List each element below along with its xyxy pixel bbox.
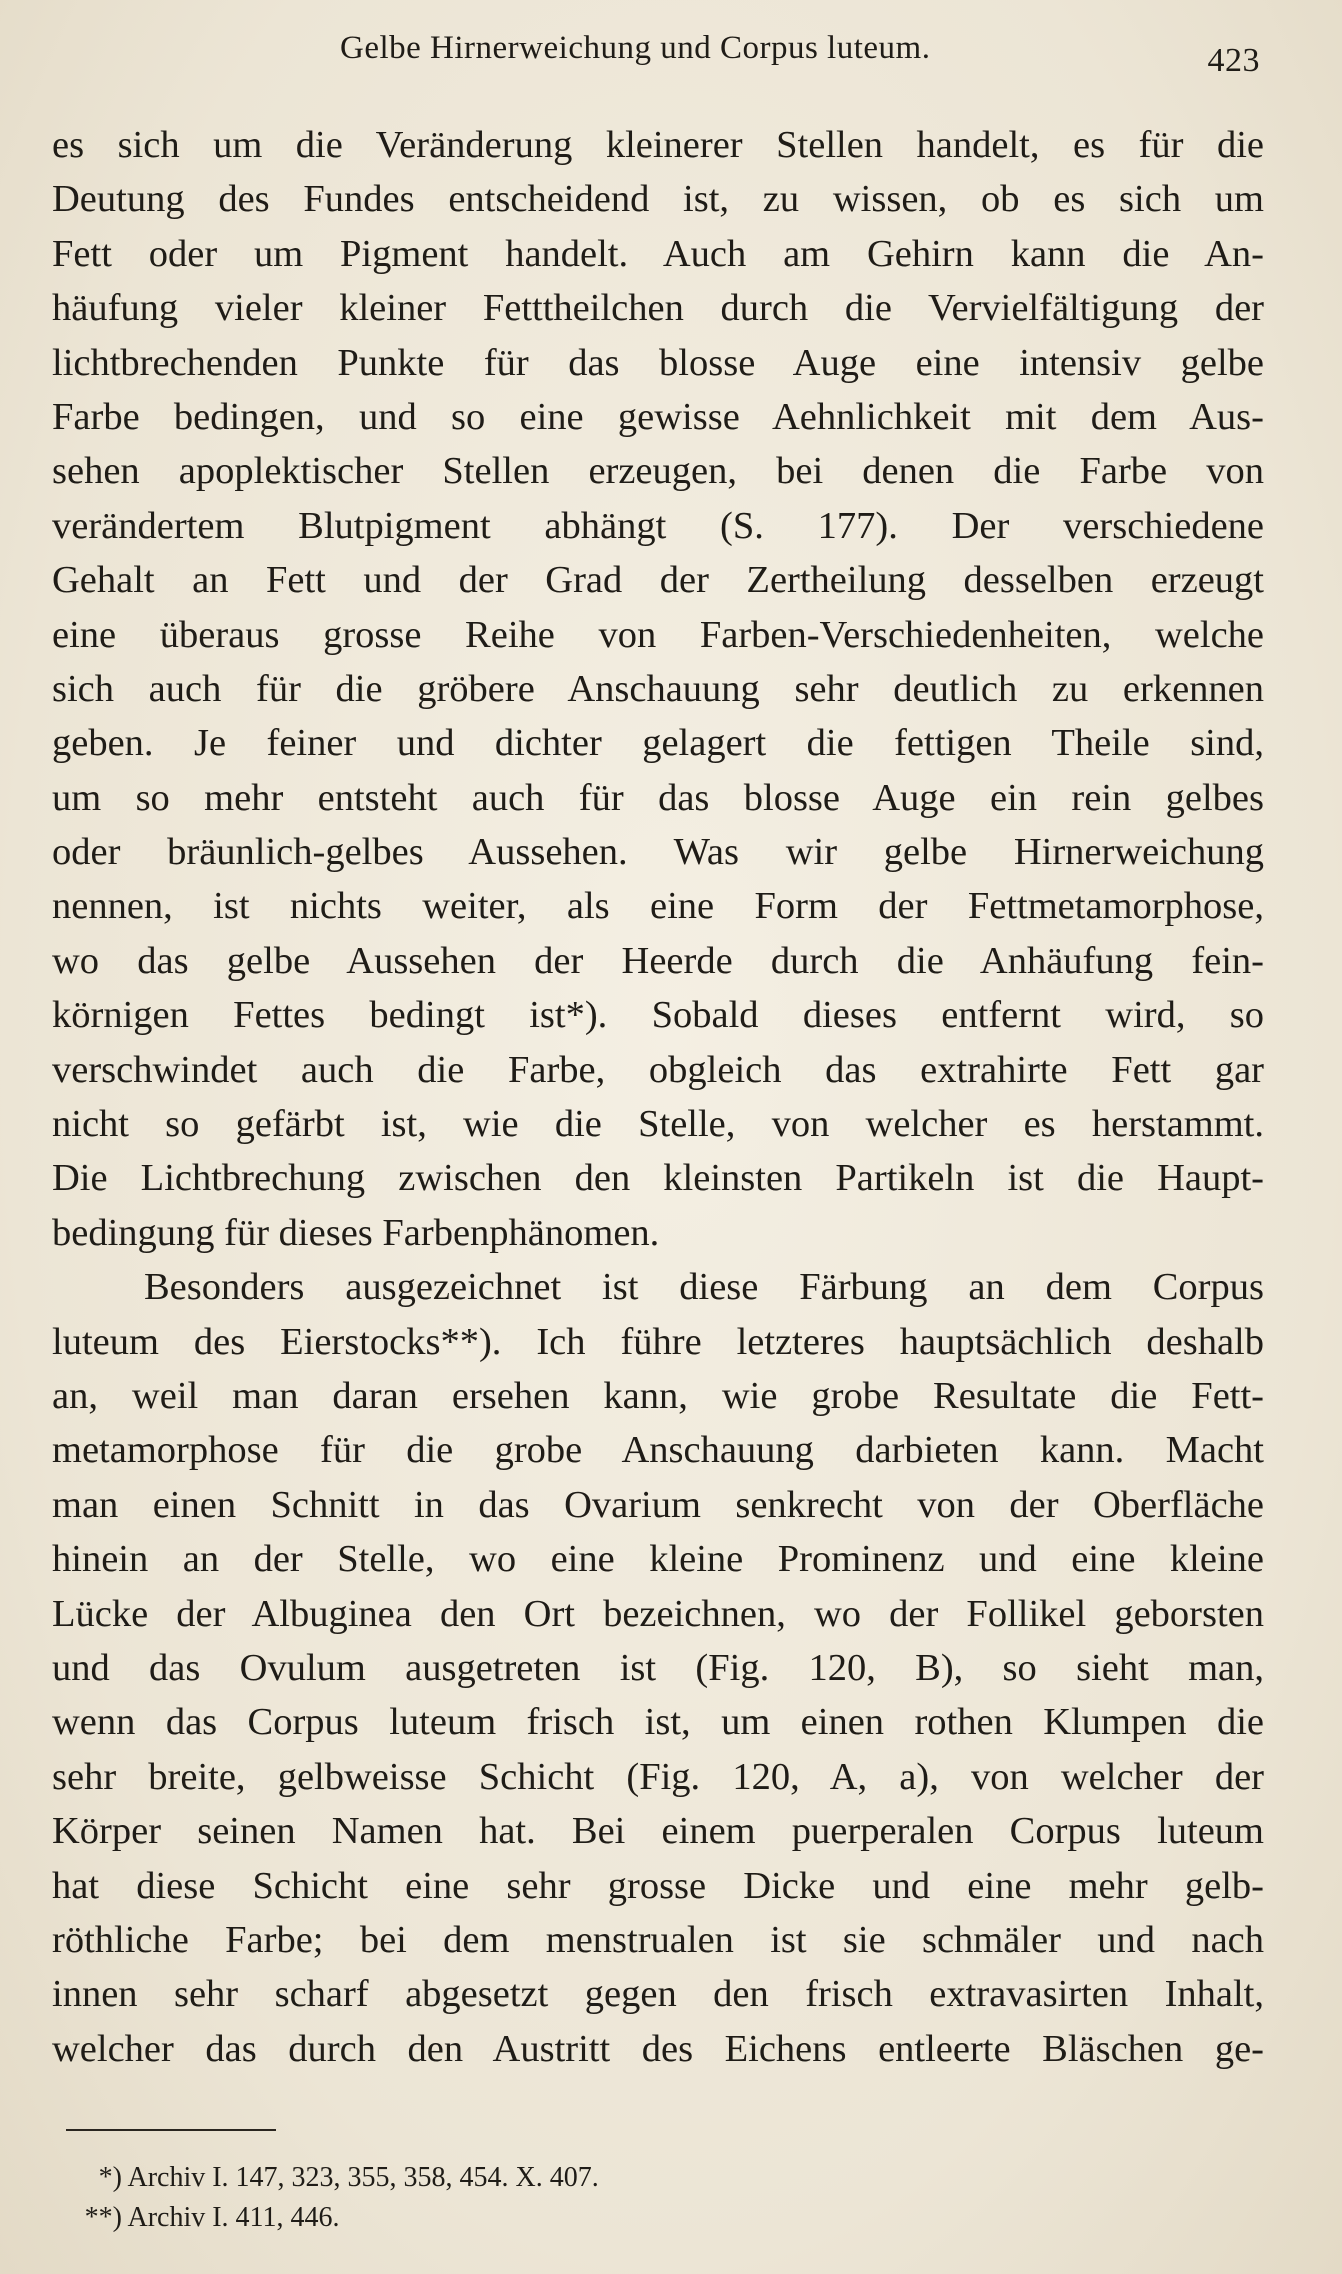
- text-line: Farbe bedingen, und so eine gewisse Aehnlichkeit mit dem Aus-: [52, 395, 1264, 438]
- footnotes: [84, 2158, 1122, 2238]
- text-line: sich auch für die gröbere Anschauung sehr deutlich zu erkennen: [52, 667, 1264, 710]
- text-line: luteum des Eierstocks**). Ich führe letzteres hauptsächlich deshalb: [52, 1320, 1264, 1363]
- text-line: oder bräunlich-gelbes Aussehen. Was wir gelbe Hirnerweichung: [52, 831, 1264, 874]
- text-line: metamorphose für die grobe Anschauung darbieten kann. Macht: [52, 1429, 1264, 1472]
- text-line: es sich um die Veränderung kleinerer Stellen handelt, es für die: [52, 124, 1264, 166]
- text-line: man einen Schnitt in das Ovarium senkrecht von der Oberfläche: [52, 1483, 1264, 1526]
- body-text: [52, 118, 1264, 2076]
- footnote-divider: [66, 2129, 276, 2131]
- footnote-text: Archiv I. 147, 323, 355, 358, 454. X. 407.: [127, 2162, 599, 2193]
- paragraph-1: [52, 118, 1264, 1260]
- text-line: und das Ovulum ausgetreten ist (Fig. 120, B), so sieht man,: [52, 1646, 1264, 1689]
- text-line: geben. Je feiner und dichter gelagert die fettigen Theile sind,: [52, 722, 1264, 765]
- text-line: Besonders ausgezeichnet ist diese Färbung an dem Corpus: [144, 1266, 1264, 1309]
- text-line: lichtbrechenden Punkte für das blosse Auge eine intensiv gelbe: [52, 341, 1264, 384]
- text-line: nicht so gefärbt ist, wie die Stelle, von welcher es herstammt.: [52, 1103, 1264, 1146]
- text-line: sehr breite, gelbweisse Schicht (Fig. 120, A, a), von welcher der: [52, 1755, 1264, 1798]
- text-line: hat diese Schicht eine sehr grosse Dicke und eine mehr gelb-: [52, 1864, 1264, 1907]
- text-line: Lücke der Albuginea den Ort bezeichnen, wo der Follikel geborsten: [52, 1592, 1264, 1635]
- text-line: innen sehr scharf abgesetzt gegen den frisch extravasirten Inhalt,: [52, 1973, 1264, 2016]
- footnote-mark: **): [84, 2202, 122, 2233]
- text-line: sehen apoplektischer Stellen erzeugen, bei denen die Farbe von: [52, 450, 1264, 493]
- text-line: Fett oder um Pigment handelt. Auch am Gehirn kann die An-: [52, 232, 1264, 275]
- text-line: verändertem Blutpigment abhängt (S. 177). Der verschiedene: [52, 504, 1264, 547]
- footnote-2: [84, 2198, 1122, 2238]
- running-title: Gelbe Hirnerweichung und Corpus luteum.: [340, 30, 931, 66]
- text-line: eine überaus grosse Reihe von Farben-Verschiedenheiten, welche: [52, 613, 1264, 656]
- paragraph-2: [52, 1260, 1264, 2076]
- text-line: Die Lichtbrechung zwischen den kleinsten Partikeln ist die Haupt-: [52, 1157, 1264, 1200]
- text-line: wenn das Corpus luteum frisch ist, um einen rothen Klumpen die: [52, 1701, 1264, 1744]
- text-line: an, weil man daran ersehen kann, wie grobe Resultate die Fett-: [52, 1374, 1264, 1417]
- text-line: nennen, ist nichts weiter, als eine Form der Fettmetamorphose,: [52, 885, 1264, 928]
- footnote-1: [98, 2158, 1122, 2198]
- footnote-text: Archiv I. 411, 446.: [127, 2202, 340, 2233]
- text-line: Gehalt an Fett und der Grad der Zertheilung desselben erzeugt: [52, 559, 1264, 602]
- text-line: röthliche Farbe; bei dem menstrualen ist sie schmäler und nach: [52, 1918, 1264, 1961]
- footnote-mark: *): [98, 2162, 122, 2193]
- text-line: welcher das durch den Austritt des Eichens entleerte Bläschen ge-: [52, 2027, 1264, 2070]
- page-number: 423: [1207, 42, 1260, 79]
- text-line: Körper seinen Namen hat. Bei einem puerperalen Corpus luteum: [52, 1810, 1264, 1853]
- running-header: [340, 30, 1260, 80]
- text-line: verschwindet auch die Farbe, obgleich das extrahirte Fett gar: [52, 1048, 1264, 1091]
- text-line: um so mehr entsteht auch für das blosse Auge ein rein gelbes: [52, 776, 1264, 819]
- text-line: bedingung für dieses Farbenphänomen.: [52, 1211, 660, 1254]
- text-line: körnigen Fettes bedingt ist*). Sobald dieses entfernt wird, so: [52, 994, 1264, 1037]
- text-line: Deutung des Fundes entscheidend ist, zu wissen, ob es sich um: [52, 178, 1264, 221]
- text-line: wo das gelbe Aussehen der Heerde durch die Anhäufung fein-: [52, 939, 1264, 982]
- text-line: häufung vieler kleiner Fetttheilchen durch die Vervielfältigung der: [52, 287, 1264, 330]
- text-line: hinein an der Stelle, wo eine kleine Prominenz und eine kleine: [52, 1538, 1264, 1581]
